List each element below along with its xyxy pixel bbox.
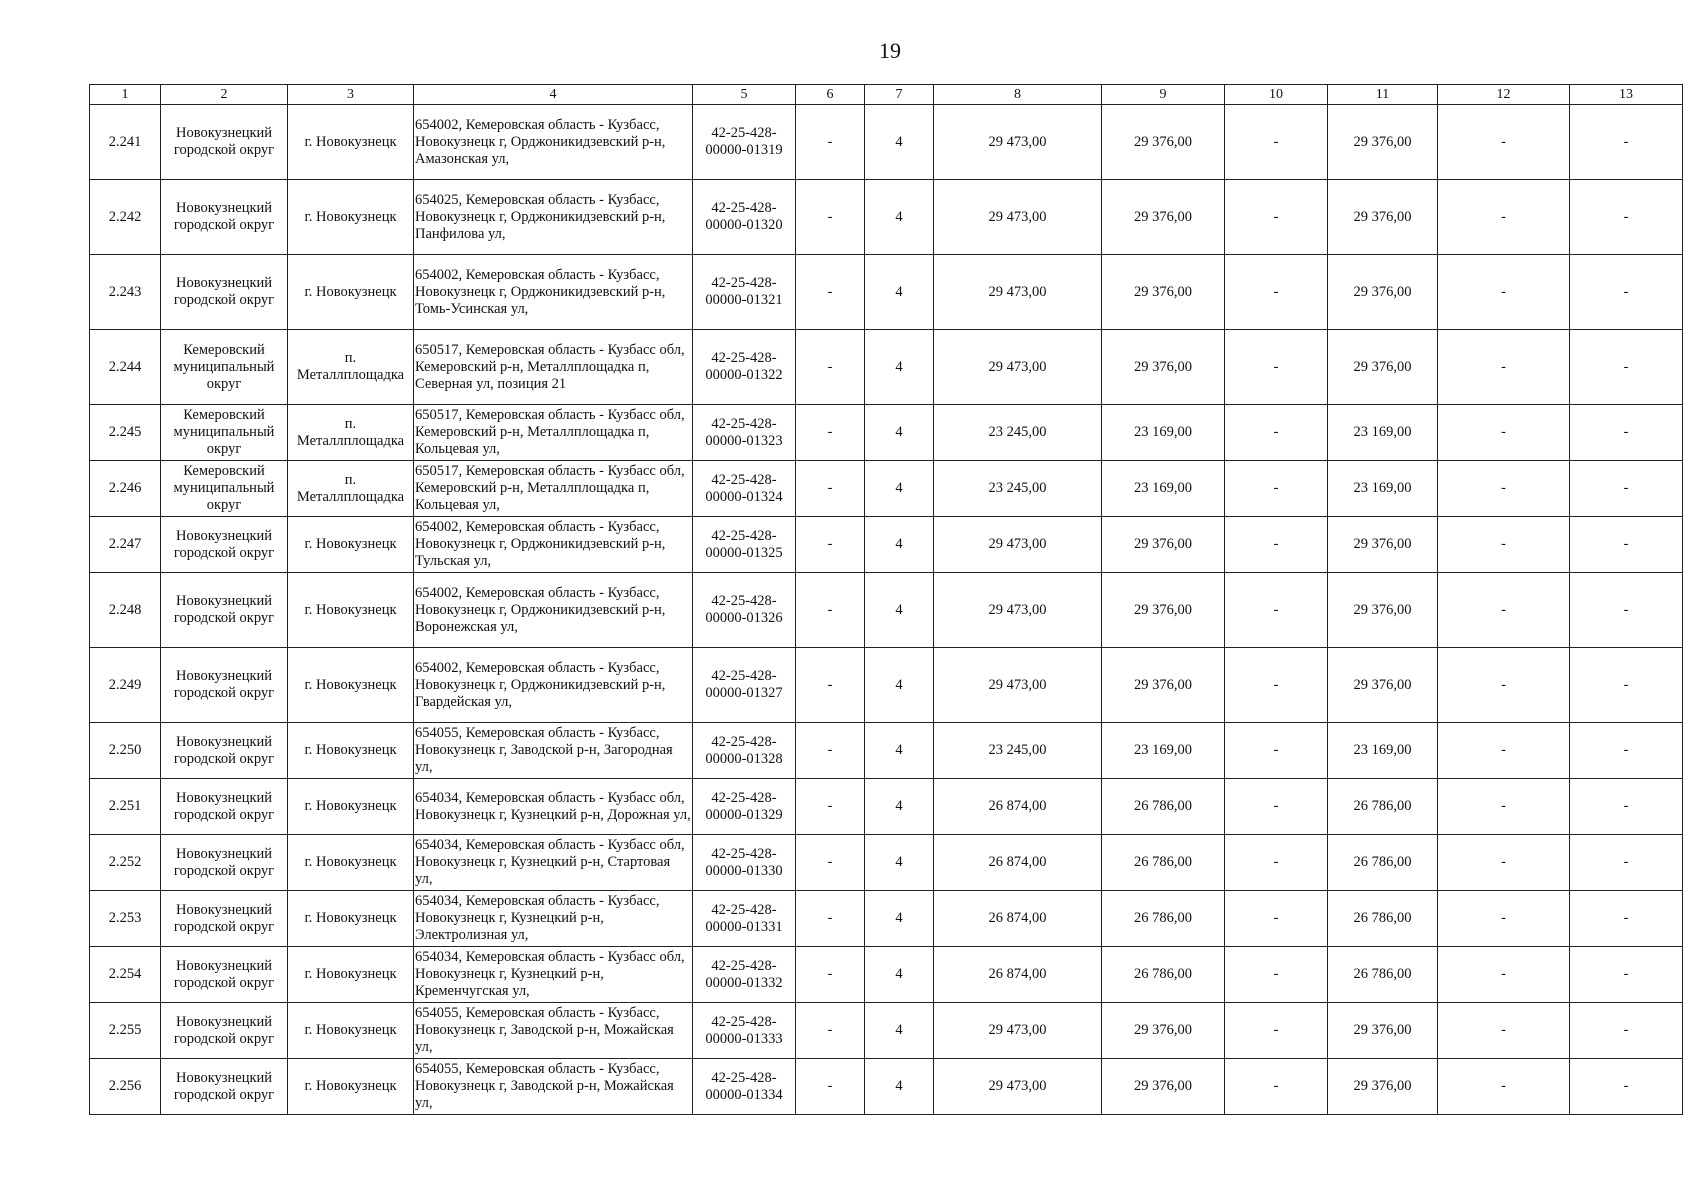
column-9-value-cell: 29 376,00: [1102, 330, 1225, 405]
settlement-cell: п. Металлплощадка: [288, 330, 414, 405]
column-9-value-cell: 29 376,00: [1102, 1003, 1225, 1059]
column-number-header: 10: [1225, 85, 1328, 105]
column-13-cell: -: [1570, 779, 1683, 835]
column-12-cell: -: [1438, 105, 1570, 180]
column-12-cell: -: [1438, 180, 1570, 255]
column-6-cell: -: [796, 1003, 865, 1059]
column-8-value-cell: 26 874,00: [934, 779, 1102, 835]
municipality-cell: Новокузнецкий городской округ: [161, 779, 288, 835]
object-code-cell: 42-25-428-00000-01326: [693, 573, 796, 648]
settlement-cell: г. Новокузнецк: [288, 648, 414, 723]
table-row: [90, 723, 1683, 779]
column-11-value-cell: 29 376,00: [1328, 648, 1438, 723]
object-code-cell: 42-25-428-00000-01319: [693, 105, 796, 180]
column-7-cell: 4: [865, 330, 934, 405]
settlement-cell: г. Новокузнецк: [288, 255, 414, 330]
column-10-cell: -: [1225, 835, 1328, 891]
column-10-cell: -: [1225, 1059, 1328, 1115]
column-7-cell: 4: [865, 573, 934, 648]
column-6-cell: -: [796, 330, 865, 405]
column-7-cell: 4: [865, 1059, 934, 1115]
row-number-cell: 2.249: [90, 648, 161, 723]
column-12-cell: -: [1438, 573, 1570, 648]
column-6-cell: -: [796, 947, 865, 1003]
column-11-value-cell: 26 786,00: [1328, 779, 1438, 835]
municipality-cell: Новокузнецкий городской округ: [161, 723, 288, 779]
object-code-cell: 42-25-428-00000-01329: [693, 779, 796, 835]
column-12-cell: -: [1438, 1059, 1570, 1115]
row-number-cell: 2.245: [90, 405, 161, 461]
table-row: [90, 405, 1683, 461]
settlement-cell: п. Металлплощадка: [288, 461, 414, 517]
object-code-cell: 42-25-428-00000-01334: [693, 1059, 796, 1115]
column-7-cell: 4: [865, 947, 934, 1003]
column-8-value-cell: 29 473,00: [934, 1003, 1102, 1059]
column-13-cell: -: [1570, 648, 1683, 723]
column-7-cell: 4: [865, 1003, 934, 1059]
municipality-cell: Новокузнецкий городской округ: [161, 517, 288, 573]
municipality-cell: Новокузнецкий городской округ: [161, 180, 288, 255]
municipality-cell: Новокузнецкий городской округ: [161, 255, 288, 330]
column-12-cell: -: [1438, 835, 1570, 891]
settlement-cell: г. Новокузнецк: [288, 835, 414, 891]
column-11-value-cell: 26 786,00: [1328, 891, 1438, 947]
column-9-value-cell: 29 376,00: [1102, 255, 1225, 330]
column-9-value-cell: 29 376,00: [1102, 573, 1225, 648]
column-number-header: 7: [865, 85, 934, 105]
column-12-cell: -: [1438, 255, 1570, 330]
address-cell: 654025, Кемеровская область - Кузбасс, Новокузнецк г, Орджоникидзевский р-н, Панфилова ул,: [414, 180, 693, 255]
municipality-cell: Новокузнецкий городской округ: [161, 891, 288, 947]
column-8-value-cell: 29 473,00: [934, 648, 1102, 723]
settlement-cell: п. Металлплощадка: [288, 405, 414, 461]
settlement-cell: г. Новокузнецк: [288, 1059, 414, 1115]
municipality-cell: Новокузнецкий городской округ: [161, 835, 288, 891]
column-13-cell: -: [1570, 405, 1683, 461]
column-13-cell: -: [1570, 255, 1683, 330]
object-code-cell: 42-25-428-00000-01324: [693, 461, 796, 517]
column-13-cell: -: [1570, 835, 1683, 891]
column-12-cell: -: [1438, 779, 1570, 835]
address-cell: 654002, Кемеровская область - Кузбасс, Новокузнецк г, Орджоникидзевский р-н, Томь-Усинская ул,: [414, 255, 693, 330]
column-9-value-cell: 23 169,00: [1102, 723, 1225, 779]
object-code-cell: 42-25-428-00000-01320: [693, 180, 796, 255]
object-code-cell: 42-25-428-00000-01332: [693, 947, 796, 1003]
column-11-value-cell: 29 376,00: [1328, 517, 1438, 573]
column-11-value-cell: 29 376,00: [1328, 1059, 1438, 1115]
column-9-value-cell: 23 169,00: [1102, 461, 1225, 517]
object-code-cell: 42-25-428-00000-01328: [693, 723, 796, 779]
column-13-cell: -: [1570, 517, 1683, 573]
column-8-value-cell: 29 473,00: [934, 330, 1102, 405]
column-6-cell: -: [796, 573, 865, 648]
table-row: [90, 461, 1683, 517]
municipality-cell: Новокузнецкий городской округ: [161, 648, 288, 723]
column-8-value-cell: 29 473,00: [934, 573, 1102, 648]
column-12-cell: -: [1438, 891, 1570, 947]
column-6-cell: -: [796, 1059, 865, 1115]
table-row: [90, 1059, 1683, 1115]
table-row: [90, 648, 1683, 723]
column-number-header: 6: [796, 85, 865, 105]
table-row: [90, 105, 1683, 180]
row-number-cell: 2.253: [90, 891, 161, 947]
row-number-cell: 2.251: [90, 779, 161, 835]
column-10-cell: -: [1225, 648, 1328, 723]
object-code-cell: 42-25-428-00000-01322: [693, 330, 796, 405]
column-12-cell: -: [1438, 330, 1570, 405]
column-13-cell: -: [1570, 723, 1683, 779]
column-10-cell: -: [1225, 461, 1328, 517]
column-10-cell: -: [1225, 330, 1328, 405]
object-code-cell: 42-25-428-00000-01321: [693, 255, 796, 330]
column-10-cell: -: [1225, 517, 1328, 573]
table-row: [90, 891, 1683, 947]
municipality-cell: Кемеровский муниципальный округ: [161, 330, 288, 405]
column-8-value-cell: 29 473,00: [934, 1059, 1102, 1115]
column-9-value-cell: 29 376,00: [1102, 517, 1225, 573]
address-cell: 654002, Кемеровская область - Кузбасс, Новокузнецк г, Орджоникидзевский р-н, Гвардейская ул,: [414, 648, 693, 723]
column-number-header: 11: [1328, 85, 1438, 105]
column-7-cell: 4: [865, 891, 934, 947]
column-7-cell: 4: [865, 461, 934, 517]
column-10-cell: -: [1225, 947, 1328, 1003]
column-11-value-cell: 26 786,00: [1328, 947, 1438, 1003]
table-row: [90, 255, 1683, 330]
address-cell: 654034, Кемеровская область - Кузбасс обл, Новокузнецк г, Кузнецкий р-н, Дорожная ул,: [414, 779, 693, 835]
object-code-cell: 42-25-428-00000-01323: [693, 405, 796, 461]
column-10-cell: -: [1225, 779, 1328, 835]
row-number-cell: 2.248: [90, 573, 161, 648]
column-8-value-cell: 29 473,00: [934, 105, 1102, 180]
column-9-value-cell: 29 376,00: [1102, 648, 1225, 723]
column-8-value-cell: 23 245,00: [934, 405, 1102, 461]
column-7-cell: 4: [865, 723, 934, 779]
column-9-value-cell: 26 786,00: [1102, 835, 1225, 891]
column-12-cell: -: [1438, 461, 1570, 517]
row-number-cell: 2.250: [90, 723, 161, 779]
column-number-header: 3: [288, 85, 414, 105]
column-number-header: 13: [1570, 85, 1683, 105]
column-10-cell: -: [1225, 891, 1328, 947]
column-6-cell: -: [796, 835, 865, 891]
column-6-cell: -: [796, 461, 865, 517]
settlement-cell: г. Новокузнецк: [288, 891, 414, 947]
column-11-value-cell: 29 376,00: [1328, 573, 1438, 648]
column-13-cell: -: [1570, 330, 1683, 405]
column-10-cell: -: [1225, 180, 1328, 255]
column-11-value-cell: 29 376,00: [1328, 255, 1438, 330]
settlement-cell: г. Новокузнецк: [288, 180, 414, 255]
column-10-cell: -: [1225, 405, 1328, 461]
column-9-value-cell: 29 376,00: [1102, 1059, 1225, 1115]
column-9-value-cell: 23 169,00: [1102, 405, 1225, 461]
column-7-cell: 4: [865, 255, 934, 330]
municipality-cell: Новокузнецкий городской округ: [161, 947, 288, 1003]
settlement-cell: г. Новокузнецк: [288, 947, 414, 1003]
column-13-cell: -: [1570, 1059, 1683, 1115]
address-cell: 654055, Кемеровская область - Кузбасс, Новокузнецк г, Заводской р-н, Можайская ул,: [414, 1003, 693, 1059]
column-number-header: 4: [414, 85, 693, 105]
address-cell: 654034, Кемеровская область - Кузбасс обл, Новокузнецк г, Кузнецкий р-н, Кременчугская ул,: [414, 947, 693, 1003]
column-11-value-cell: 29 376,00: [1328, 105, 1438, 180]
address-cell: 654002, Кемеровская область - Кузбасс, Новокузнецк г, Орджоникидзевский р-н, Амазонская ул,: [414, 105, 693, 180]
column-11-value-cell: 23 169,00: [1328, 723, 1438, 779]
row-number-cell: 2.252: [90, 835, 161, 891]
column-10-cell: -: [1225, 723, 1328, 779]
object-code-cell: 42-25-428-00000-01333: [693, 1003, 796, 1059]
settlement-cell: г. Новокузнецк: [288, 517, 414, 573]
row-number-cell: 2.242: [90, 180, 161, 255]
column-13-cell: -: [1570, 105, 1683, 180]
row-number-cell: 2.241: [90, 105, 161, 180]
column-7-cell: 4: [865, 180, 934, 255]
column-8-value-cell: 23 245,00: [934, 723, 1102, 779]
column-11-value-cell: 23 169,00: [1328, 405, 1438, 461]
registry-table: [89, 84, 1683, 1115]
column-11-value-cell: 29 376,00: [1328, 1003, 1438, 1059]
address-cell: 654055, Кемеровская область - Кузбасс, Новокузнецк г, Заводской р-н, Загородная ул,: [414, 723, 693, 779]
row-number-cell: 2.246: [90, 461, 161, 517]
object-code-cell: 42-25-428-00000-01330: [693, 835, 796, 891]
column-6-cell: -: [796, 517, 865, 573]
column-8-value-cell: 29 473,00: [934, 517, 1102, 573]
column-number-header: 9: [1102, 85, 1225, 105]
address-cell: 654002, Кемеровская область - Кузбасс, Новокузнецк г, Орджоникидзевский р-н, Воронежская ул,: [414, 573, 693, 648]
address-cell: 654055, Кемеровская область - Кузбасс, Новокузнецк г, Заводской р-н, Можайская ул,: [414, 1059, 693, 1115]
table-row: [90, 180, 1683, 255]
column-13-cell: -: [1570, 1003, 1683, 1059]
column-number-row: [90, 85, 1683, 105]
column-10-cell: -: [1225, 573, 1328, 648]
column-8-value-cell: 23 245,00: [934, 461, 1102, 517]
settlement-cell: г. Новокузнецк: [288, 1003, 414, 1059]
column-9-value-cell: 29 376,00: [1102, 105, 1225, 180]
column-number-header: 12: [1438, 85, 1570, 105]
column-10-cell: -: [1225, 1003, 1328, 1059]
municipality-cell: Новокузнецкий городской округ: [161, 105, 288, 180]
column-6-cell: -: [796, 255, 865, 330]
object-code-cell: 42-25-428-00000-01325: [693, 517, 796, 573]
column-number-header: 8: [934, 85, 1102, 105]
settlement-cell: г. Новокузнецк: [288, 573, 414, 648]
address-cell: 654034, Кемеровская область - Кузбасс обл, Новокузнецк г, Кузнецкий р-н, Стартовая ул,: [414, 835, 693, 891]
address-cell: 654002, Кемеровская область - Кузбасс, Новокузнецк г, Орджоникидзевский р-н, Тульская ул,: [414, 517, 693, 573]
column-number-header: 2: [161, 85, 288, 105]
column-9-value-cell: 26 786,00: [1102, 779, 1225, 835]
column-8-value-cell: 26 874,00: [934, 947, 1102, 1003]
table-row: [90, 573, 1683, 648]
table-row: [90, 835, 1683, 891]
address-cell: 650517, Кемеровская область - Кузбасс обл, Кемеровский р-н, Металлплощадка п, Кольцевая ул,: [414, 405, 693, 461]
page-number: 19: [879, 38, 901, 63]
settlement-cell: г. Новокузнецк: [288, 779, 414, 835]
column-10-cell: -: [1225, 255, 1328, 330]
settlement-cell: г. Новокузнецк: [288, 723, 414, 779]
column-7-cell: 4: [865, 517, 934, 573]
column-9-value-cell: 26 786,00: [1102, 947, 1225, 1003]
column-11-value-cell: 29 376,00: [1328, 330, 1438, 405]
column-7-cell: 4: [865, 105, 934, 180]
column-6-cell: -: [796, 405, 865, 461]
column-13-cell: -: [1570, 461, 1683, 517]
column-11-value-cell: 29 376,00: [1328, 180, 1438, 255]
table-row: [90, 517, 1683, 573]
column-8-value-cell: 29 473,00: [934, 255, 1102, 330]
column-7-cell: 4: [865, 779, 934, 835]
column-12-cell: -: [1438, 1003, 1570, 1059]
address-cell: 650517, Кемеровская область - Кузбасс обл, Кемеровский р-н, Металлплощадка п, Кольцевая ул,: [414, 461, 693, 517]
municipality-cell: Новокузнецкий городской округ: [161, 1003, 288, 1059]
table-row: [90, 1003, 1683, 1059]
column-6-cell: -: [796, 105, 865, 180]
column-7-cell: 4: [865, 648, 934, 723]
municipality-cell: Кемеровский муниципальный округ: [161, 405, 288, 461]
address-cell: 650517, Кемеровская область - Кузбасс обл, Кемеровский р-н, Металлплощадка п, Северная ул, позиция 21: [414, 330, 693, 405]
column-11-value-cell: 23 169,00: [1328, 461, 1438, 517]
column-13-cell: -: [1570, 573, 1683, 648]
column-9-value-cell: 29 376,00: [1102, 180, 1225, 255]
column-9-value-cell: 26 786,00: [1102, 891, 1225, 947]
column-12-cell: -: [1438, 947, 1570, 1003]
row-number-cell: 2.244: [90, 330, 161, 405]
column-6-cell: -: [796, 180, 865, 255]
column-7-cell: 4: [865, 405, 934, 461]
municipality-cell: Кемеровский муниципальный округ: [161, 461, 288, 517]
column-6-cell: -: [796, 648, 865, 723]
table-row: [90, 330, 1683, 405]
column-6-cell: -: [796, 891, 865, 947]
column-number-header: 5: [693, 85, 796, 105]
column-12-cell: -: [1438, 723, 1570, 779]
column-12-cell: -: [1438, 648, 1570, 723]
table-row: [90, 947, 1683, 1003]
row-number-cell: 2.256: [90, 1059, 161, 1115]
object-code-cell: 42-25-428-00000-01331: [693, 891, 796, 947]
row-number-cell: 2.243: [90, 255, 161, 330]
row-number-cell: 2.254: [90, 947, 161, 1003]
column-13-cell: -: [1570, 180, 1683, 255]
column-10-cell: -: [1225, 105, 1328, 180]
column-12-cell: -: [1438, 517, 1570, 573]
object-code-cell: 42-25-428-00000-01327: [693, 648, 796, 723]
column-13-cell: -: [1570, 947, 1683, 1003]
settlement-cell: г. Новокузнецк: [288, 105, 414, 180]
column-8-value-cell: 26 874,00: [934, 835, 1102, 891]
row-number-cell: 2.255: [90, 1003, 161, 1059]
column-13-cell: -: [1570, 891, 1683, 947]
municipality-cell: Новокузнецкий городской округ: [161, 1059, 288, 1115]
column-8-value-cell: 29 473,00: [934, 180, 1102, 255]
column-12-cell: -: [1438, 405, 1570, 461]
table-row: [90, 779, 1683, 835]
municipality-cell: Новокузнецкий городской округ: [161, 573, 288, 648]
row-number-cell: 2.247: [90, 517, 161, 573]
column-11-value-cell: 26 786,00: [1328, 835, 1438, 891]
column-6-cell: -: [796, 779, 865, 835]
address-cell: 654034, Кемеровская область - Кузбасс, Новокузнецк г, Кузнецкий р-н, Электролизная ул,: [414, 891, 693, 947]
column-6-cell: -: [796, 723, 865, 779]
column-8-value-cell: 26 874,00: [934, 891, 1102, 947]
column-number-header: 1: [90, 85, 161, 105]
column-7-cell: 4: [865, 835, 934, 891]
